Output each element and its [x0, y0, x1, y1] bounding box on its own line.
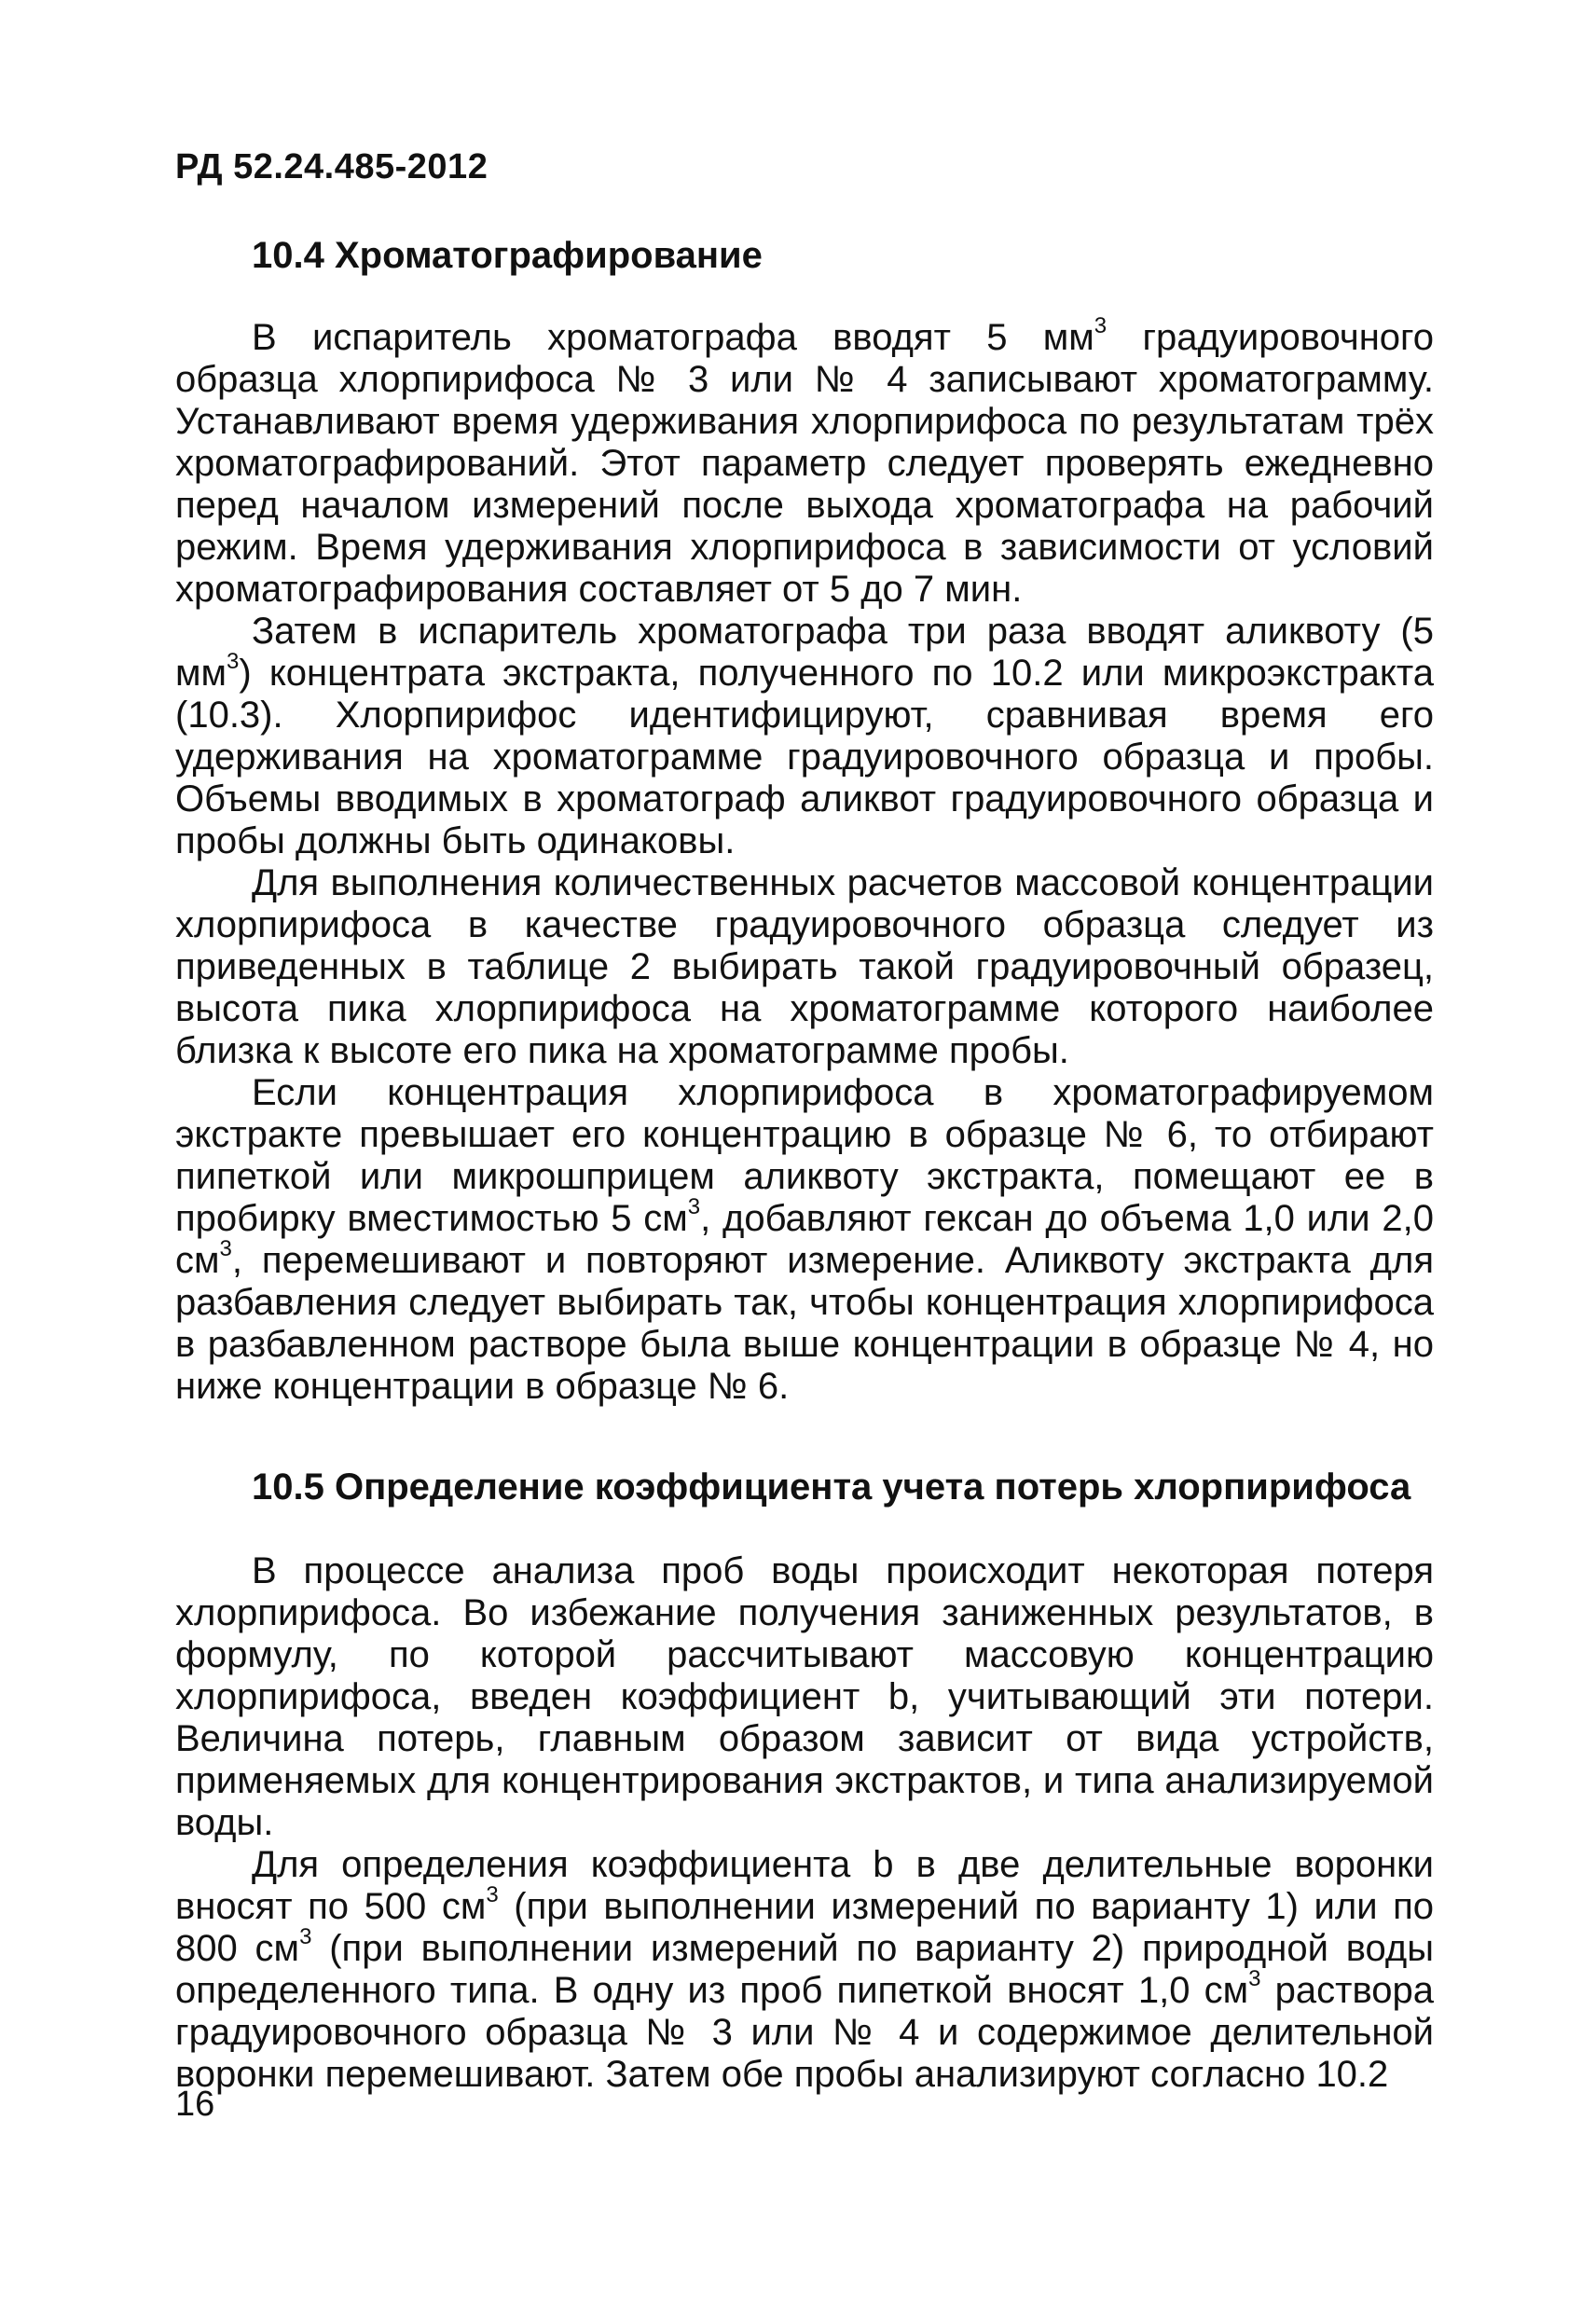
- paragraph: [175, 611, 1434, 862]
- paragraph: [175, 1844, 1434, 2096]
- text-run: Затем в испаритель хроматографа три раза вводят аликвоту (5 мм: [175, 611, 1434, 694]
- paragraph: Для выполнения количественных расчетов массовой концентрации хлорпирифоса в качестве градуировочного образца следует из приведенных в таблице 2 выбирать такой градуировочный образец, высота пика хлорпирифоса на хроматограмме которого наиболее близка к высоте его пика на хроматограмме пробы.: [175, 862, 1434, 1071]
- page-number: 16: [175, 2085, 215, 2124]
- superscript: 3: [1094, 312, 1108, 338]
- superscript: 3: [299, 1923, 312, 1949]
- section-10-5-body: [175, 1550, 1434, 2096]
- text-run: В испаритель хроматографа вводят 5 мм: [252, 317, 1094, 358]
- superscript: 3: [486, 1881, 499, 1907]
- text-run: (при выполнении измерений по варианту 2) природной воды определенного типа. В одну из проб пипеткой вносят 1,0 см: [175, 1928, 1435, 2011]
- paragraph: В процессе анализа проб воды происходит некоторая потеря хлорпирифоса. Во избежание получения заниженных результатов, в формулу, по которой рассчитывают массовую концентрацию хлорпирифоса, введен коэффициент b, учитывающий эти потери. Величина потерь, главным образом зависит от вида устройств, применяемых для концентрирования экстрактов, и типа анализируемой воды.: [175, 1550, 1434, 1843]
- text-run: раствора градуировочного образца № 3 или № 4 и содержимое делительной воронки перемешивают. Затем обе пробы анализируют согласно 10.2: [175, 1970, 1434, 2095]
- paragraph: [175, 312, 1434, 611]
- text-run: Если концентрация хлорпирифоса в хроматографируемом экстракте превышает его концентрацию в образце № 6, то отбирают пипеткой или микрошприцем аликвоту экстракта, помещают ее в пробирку вместимостью 5 см: [175, 1072, 1434, 1239]
- text-run: градуировочного образца хлорпирифоса № 3 или № 4 записывают хроматограмму. Устанавливают время удерживания хлорпирифоса по результатам трёх хроматографирований. Этот параметр следует проверять ежедневно перед началом измерений после выхода хроматографа на рабочий режим. Время удерживания хлорпирифоса в зависимости от условий хроматографирования составляет от 5 до 7 мин.: [175, 317, 1434, 610]
- text-run: , добавляют гексан до объема 1,0 или 2,0 см: [175, 1198, 1435, 1281]
- superscript: 3: [1248, 1965, 1261, 1991]
- text-run: ) концентрата экстракта, полученного по 10.2 или микроэкстракта (10.3). Хлорпирифос идентифицируют, сравнивая время его удерживания на хроматограмме градуировочного образца и пробы. Объемы вводимых в хроматограф аликвот градуировочного образца и пробы должны быть одинаковы.: [175, 653, 1434, 861]
- superscript: 3: [227, 648, 240, 674]
- superscript: 3: [219, 1235, 232, 1261]
- section-10-4-body: [175, 312, 1435, 1408]
- section-10-5-heading: 10.5 Определение коэффициента учета потерь хлорпирифоса: [252, 1466, 1411, 1508]
- text-run: (при выполнении измерений по варианту 1) или по 800 см: [175, 1886, 1434, 1969]
- text-run: , перемешивают и повторяют измерение. Аликвоту экстракта для разбавления следует выбирать так, чтобы концентрация хлорпирифоса в разбавленном растворе была выше концентрации в образце № 4, но ниже концентрации в образце № 6.: [175, 1240, 1434, 1407]
- text-run: Для определения коэффициента b в две делительные воронки вносят по 500 см: [175, 1844, 1434, 1927]
- document-code-header: РД 52.24.485-2012: [175, 147, 488, 186]
- paragraph: [175, 1072, 1434, 1408]
- section-10-4-heading: 10.4 Хроматографирование: [252, 235, 763, 276]
- superscript: 3: [687, 1193, 701, 1219]
